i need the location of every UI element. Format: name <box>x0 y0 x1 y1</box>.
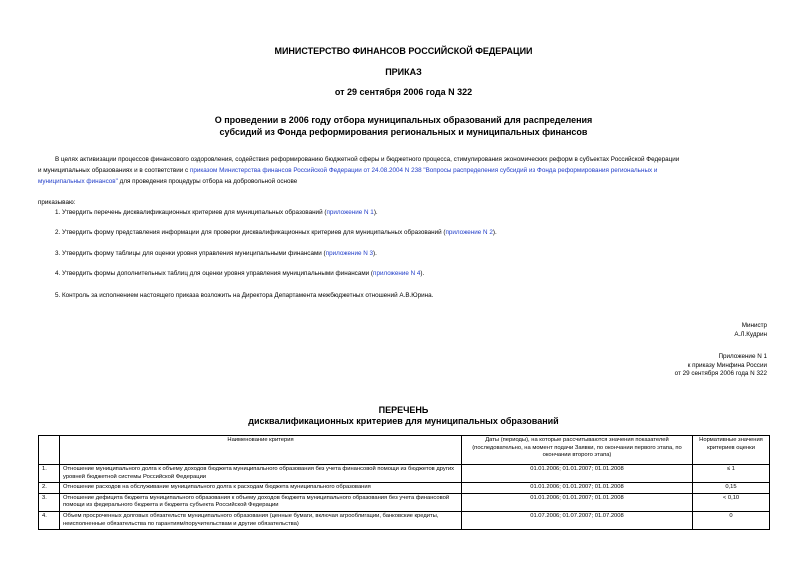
row-norm: 0,15 <box>693 483 770 494</box>
row-norm: 0 <box>693 511 770 529</box>
row-dates: 01.01.2006; 01.01.2007; 01.01.2008 <box>462 465 693 483</box>
item-3 <box>55 250 377 257</box>
row-norm: < 0,10 <box>693 493 770 511</box>
preamble-line-1: В целях активизации процессов финансового оздоровления, содействия реформированию бюджетной сферы и бюджетного процесса, стимулирования экономических реформ в субъектах Российской Федерации <box>55 156 680 163</box>
row-norm: ≤ 1 <box>693 465 770 483</box>
order-238-link[interactable]: приказом Министерства финансов Российской Федерации от 24.08.2004 N 238 "Вопросы распределения субсидий из Фонда реформирования региональных и <box>189 167 658 174</box>
appendix-line-1: Приложение N 1 <box>718 353 767 360</box>
list-subtitle: дисквалификационных критериев для муниципальных образований <box>248 416 559 426</box>
item-5 <box>55 292 433 299</box>
row-dates: 01.01.2006; 01.01.2007; 01.01.2008 <box>462 483 693 494</box>
item-1-text: 1. Утвердить перечень дисквалификационных критериев для муниципальных образований ( <box>55 209 327 216</box>
preamble-line-3 <box>38 178 297 185</box>
table-row <box>39 483 770 494</box>
table-row <box>39 493 770 511</box>
row-criterion: Отношение муниципального долга к объему доходов бюджета муниципального образования без учета финансовой помощи из бюджетов других уровней бюджетной системы Российской Федерации <box>60 465 462 483</box>
item-1-tail: ). <box>373 209 378 216</box>
row-dates: 01.01.2006; 01.01.2007; 01.01.2008 <box>462 493 693 511</box>
appendix-4-link[interactable]: приложение N 4 <box>373 270 421 277</box>
ministry-title: МИНИСТЕРСТВО ФИНАНСОВ РОССИЙСКОЙ ФЕДЕРАЦИИ <box>274 46 533 56</box>
item-4 <box>55 270 424 277</box>
row-num: 2. <box>39 483 60 494</box>
signature-title: Министр <box>741 322 767 329</box>
preamble-text-end: для проведения процедуры отбора на добровольной основе <box>119 178 298 185</box>
header-dates: Даты (периоды), на которые рассчитываются значения показателей (последовательно, на момент подачи Заявки, по окончании первого этапа, по окончании второго этапа) <box>462 436 693 465</box>
appendix-2-link[interactable]: приложение N 2 <box>445 229 493 236</box>
table-row <box>39 465 770 483</box>
header-criterion: Наименование критерия <box>60 436 462 465</box>
item-5-text: 5. Контроль за исполнением настоящего приказа возложить на Директора Департамента межбюджетных отношений А.В.Юрина. <box>55 292 434 299</box>
table-row <box>39 511 770 529</box>
order-word: приказываю: <box>38 199 76 206</box>
row-dates: 01.07.2006; 01.07.2007; 01.07.2008 <box>462 511 693 529</box>
header-norm: Нормативные значения критериев оценки <box>693 436 770 465</box>
item-3-tail: ). <box>373 250 377 257</box>
item-2 <box>55 229 497 236</box>
list-title: ПЕРЕЧЕНЬ <box>378 405 429 415</box>
row-criterion: Отношение дефицита бюджета муниципального образования к объему доходов бюджета муниципального образования без учета финансовой помощи из федерального бюджета и бюджета субъекта Российской Федерации <box>60 493 462 511</box>
appendix-header <box>675 353 767 379</box>
signature-block <box>734 322 767 339</box>
item-2-tail: ). <box>492 229 497 236</box>
order-date: от 29 сентября 2006 года N 322 <box>334 87 473 97</box>
preamble-line-2 <box>38 167 657 174</box>
appendix-line-2: к приказу Минфина России <box>687 361 767 369</box>
row-criterion: Отношение расходов на обслуживание муниципального долга к расходам бюджета муниципального образования <box>60 483 462 494</box>
criteria-table <box>38 435 770 530</box>
doc-type: ПРИКАЗ <box>385 67 422 77</box>
order-238-link-cont[interactable]: муниципальных финансов" <box>38 178 118 185</box>
row-num: 3. <box>39 493 60 511</box>
appendix-3-link[interactable]: приложение N 3 <box>325 250 374 257</box>
signature-name: А.Л.Кудрин <box>734 330 767 338</box>
row-criterion: Объем просроченных долговых обязательств муниципального образования (ценные бумаги, включая агрооблигации, банковские кредиты, неисполненные обязательства по гарантиям/поручительствам и другие обязательства) <box>60 511 462 529</box>
item-3-text: 3. Утвердить форму таблицы для оценки уровня управления муниципальными финансами ( <box>55 250 326 257</box>
table-header-row <box>39 436 770 465</box>
header-num <box>39 436 60 465</box>
item-4-text: 4. Утвердить формы дополнительных таблиц для оценки уровня управления муниципальными финансами ( <box>55 270 374 277</box>
appendix-1-link[interactable]: приложение N 1 <box>326 209 374 216</box>
subject-line-2: субсидий из Фонда реформирования региональных и муниципальных финансов <box>219 127 588 137</box>
item-1 <box>55 209 378 216</box>
item-4-tail: ). <box>420 270 425 277</box>
row-num: 4. <box>39 511 60 529</box>
subject-line-1: О проведении в 2006 году отбора муниципальных образований для распределения <box>214 115 593 125</box>
appendix-line-3: от 29 сентября 2006 года N 322 <box>674 370 767 378</box>
preamble-text: и муниципальных образованиях и в соответствии с <box>38 167 189 174</box>
row-num: 1. <box>39 465 60 483</box>
item-2-text: 2. Утвердить форму представления информации для проверки дисквалификационных критериев для муниципальных образований ( <box>55 229 446 236</box>
